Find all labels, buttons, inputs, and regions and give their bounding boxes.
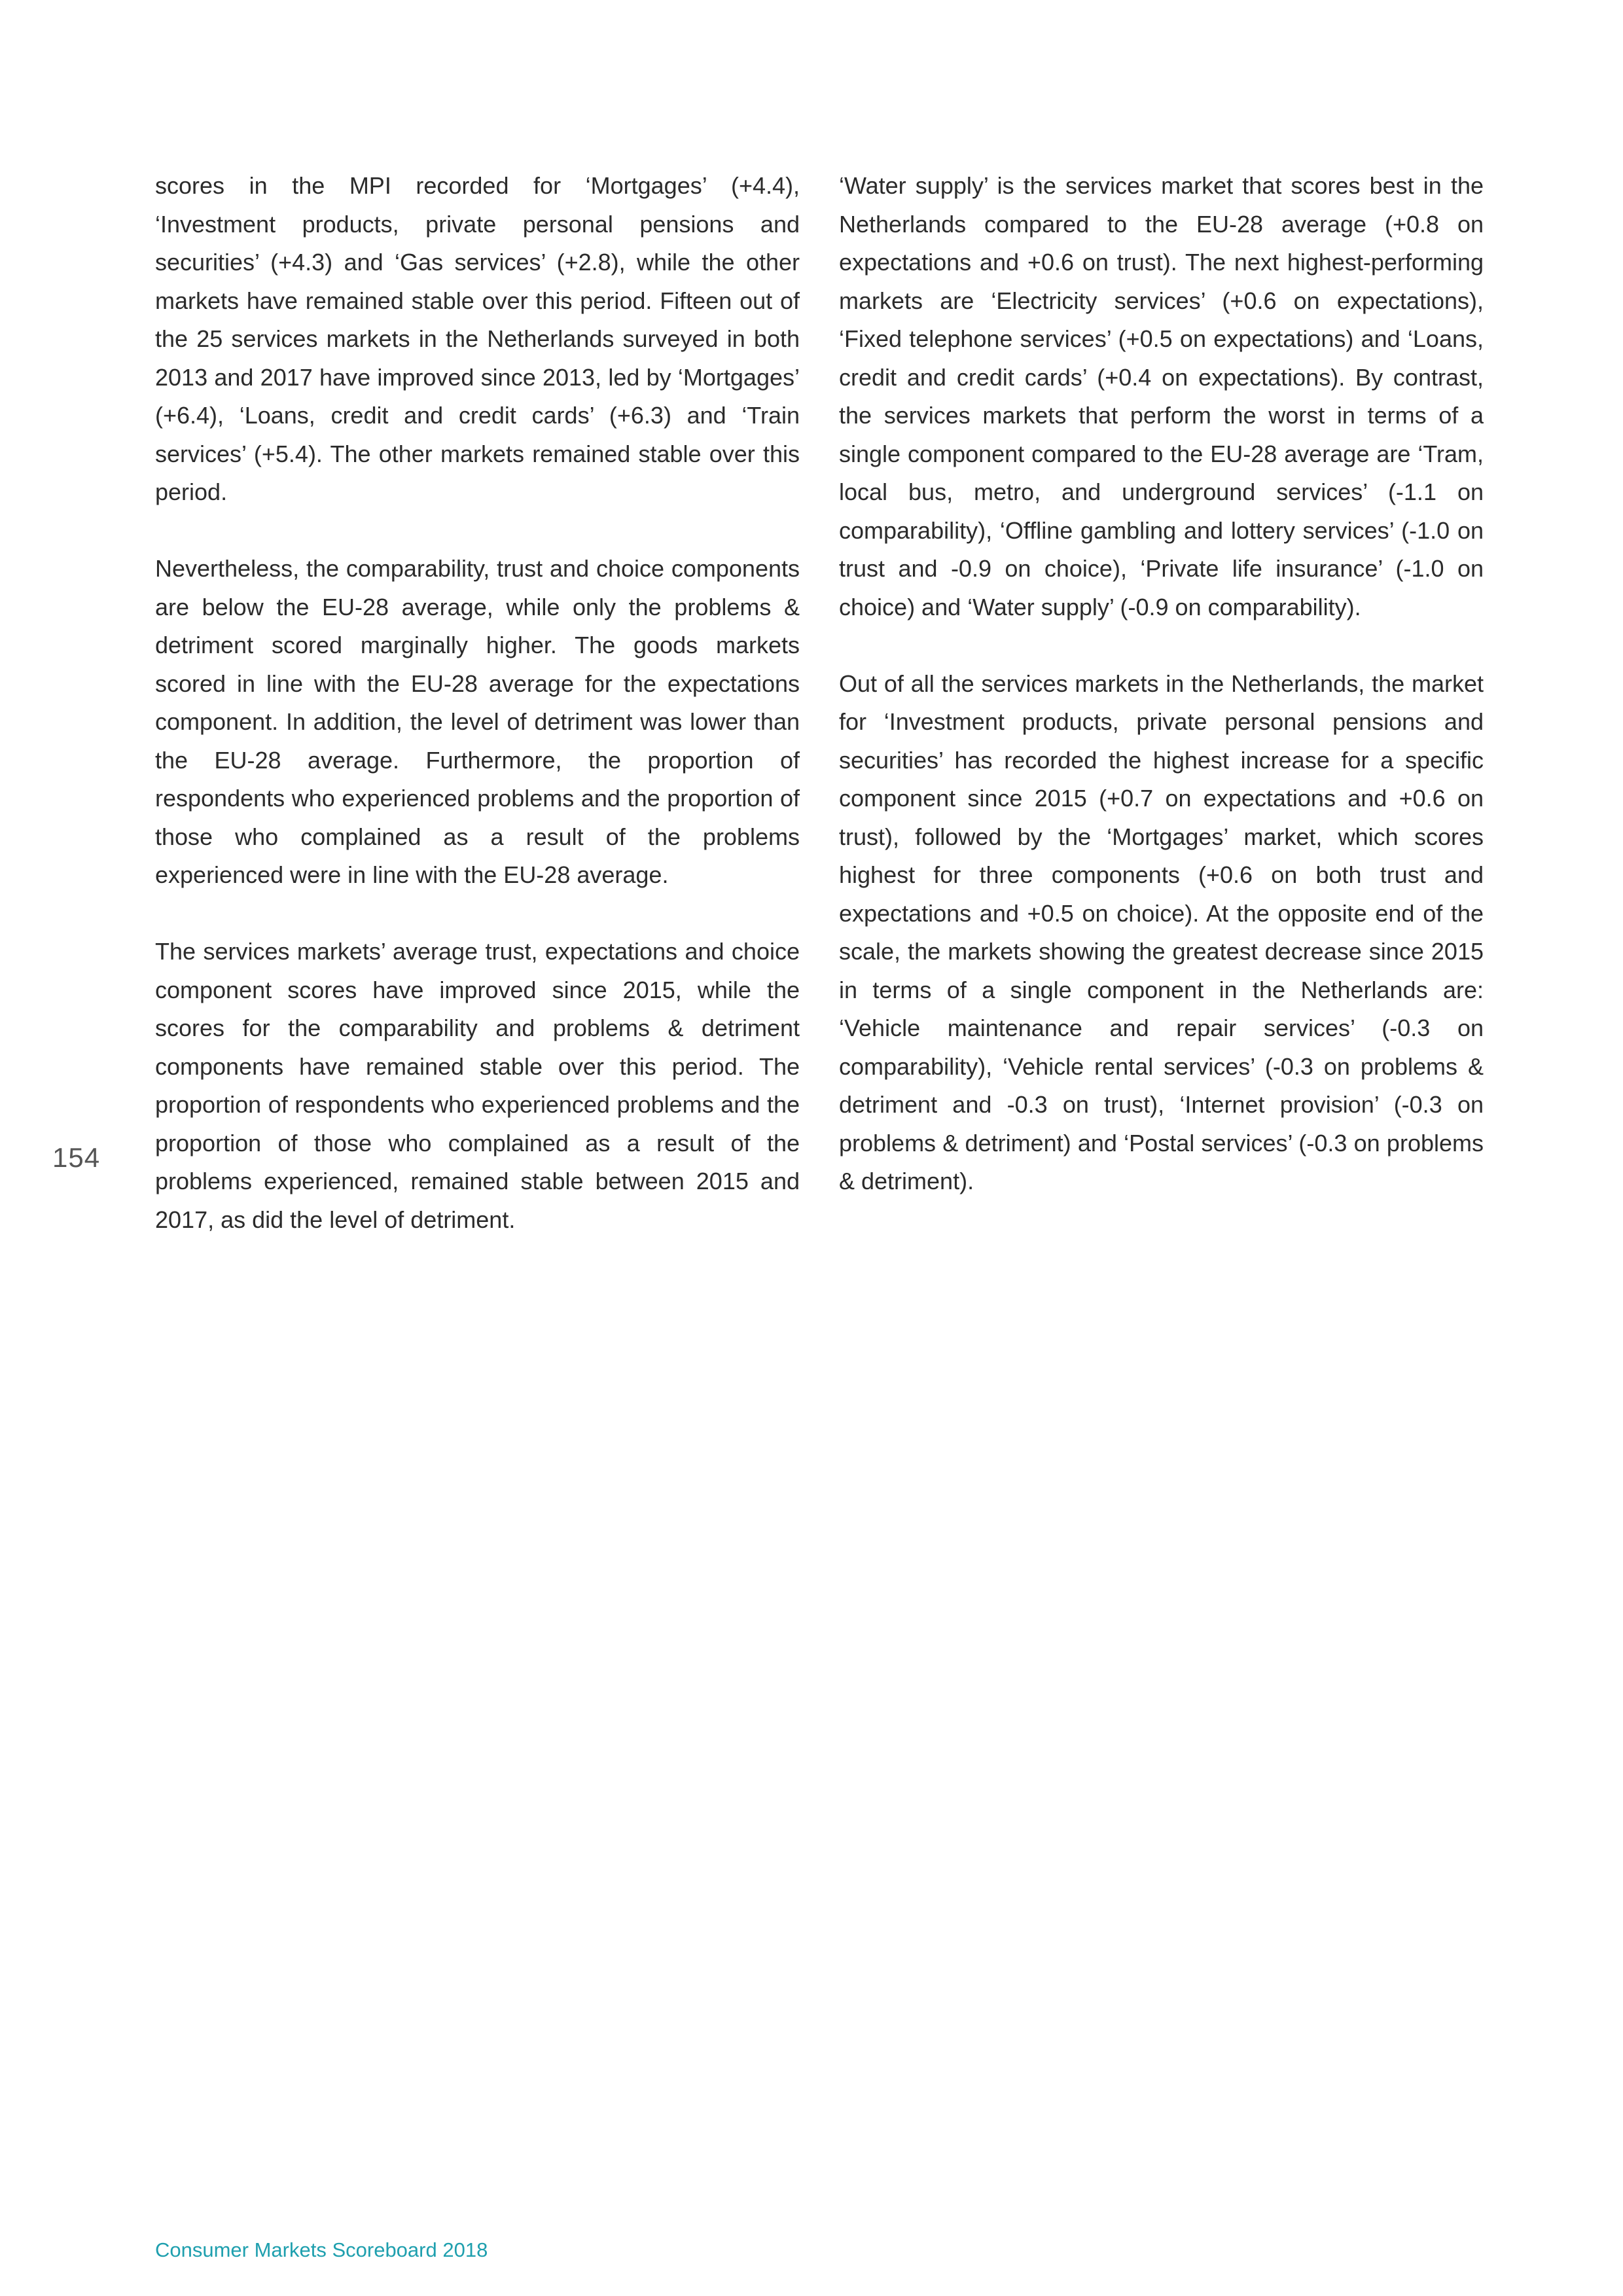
left-paragraph-1: scores in the MPI recorded for ‘Mortgages’ (+4.4), ‘Investment products, private personal pensions and securities’ (+4.3) and ‘Gas services’ (+2.8), while the other markets have remained stable over this period. Fifteen out of the 25 services markets in the Netherlands surveyed in both 2013 and 2017 have improved since 2013, led by ‘Mortgages’ (+6.4), ‘Loans, credit and credit cards’ (+6.3) and ‘Train services’ (+5.4). The other markets remained stable over this period.: [155, 172, 800, 505]
footer-title: Consumer Markets Scoreboard 2018: [155, 2238, 488, 2261]
right-paragraph-2: Out of all the services markets in the Netherlands, the market for ‘Investment products, private personal pensions and securities’ has recorded the highest increase for a specific component since 2015 (+0.7 on expectations and +0.6 on trust), followed by the ‘Mortgages’ market, which scores highest for three components (+0.6 on both trust and expectations and +0.5 on choice). At the opposite end of the scale, the markets showing the greatest decrease since 2015 in terms of a single component in the Netherlands are: ‘Vehicle maintenance and repair services’ (-0.3 on comparability), ‘Vehicle rental services’ (-0.3 on problems & detriment and -0.3 on trust), ‘Internet provision’ (-0.3 on problems & detriment) and ‘Postal services’ (-0.3 on problems & detriment).: [839, 670, 1484, 1194]
left-paragraph-2: Nevertheless, the comparability, trust and choice components are below the EU-28 average, while only the problems & detriment scored marginally higher. The goods markets scored in line with the EU-28 average for the expectations component. In addition, the level of detriment was lower than the EU-28 average. Furthermore, the proportion of respondents who experienced problems and the proportion of those who complained as a result of the problems experienced were in line with the EU-28 average.: [155, 555, 800, 888]
page-number: 154: [52, 1142, 101, 1173]
left-text-column: [155, 167, 800, 1239]
right-paragraph-1: ‘Water supply’ is the services market that scores best in the Netherlands compared to the EU-28 average (+0.8 on expectations and +0.6 on trust). The next highest-performing markets are ‘Electricity services’ (+0.6 on expectations), ‘Fixed telephone services’ (+0.5 on expectations) and ‘Loans, credit and credit cards’ (+0.4 on expectations). By contrast, the services markets that perform the worst in terms of a single component compared to the EU-28 average are ‘Tram, local bus, metro, and underground services’ (-1.1 on comparability), ‘Offline gambling and lottery services’ (-1.0 on trust and -0.9 on choice), ‘Private life insurance’ (-1.0 on choice) and ‘Water supply’ (-0.9 on comparability).: [839, 172, 1484, 620]
left-paragraph-3: The services markets’ average trust, expectations and choice component scores have improved since 2015, while the scores for the comparability and problems & detriment components have remained stable over this period. The proportion of respondents who experienced problems and the proportion of those who complained as a result of the problems experienced, remained stable between 2015 and 2017, as did the level of detriment.: [155, 938, 800, 1233]
right-text-column: [839, 167, 1484, 1201]
